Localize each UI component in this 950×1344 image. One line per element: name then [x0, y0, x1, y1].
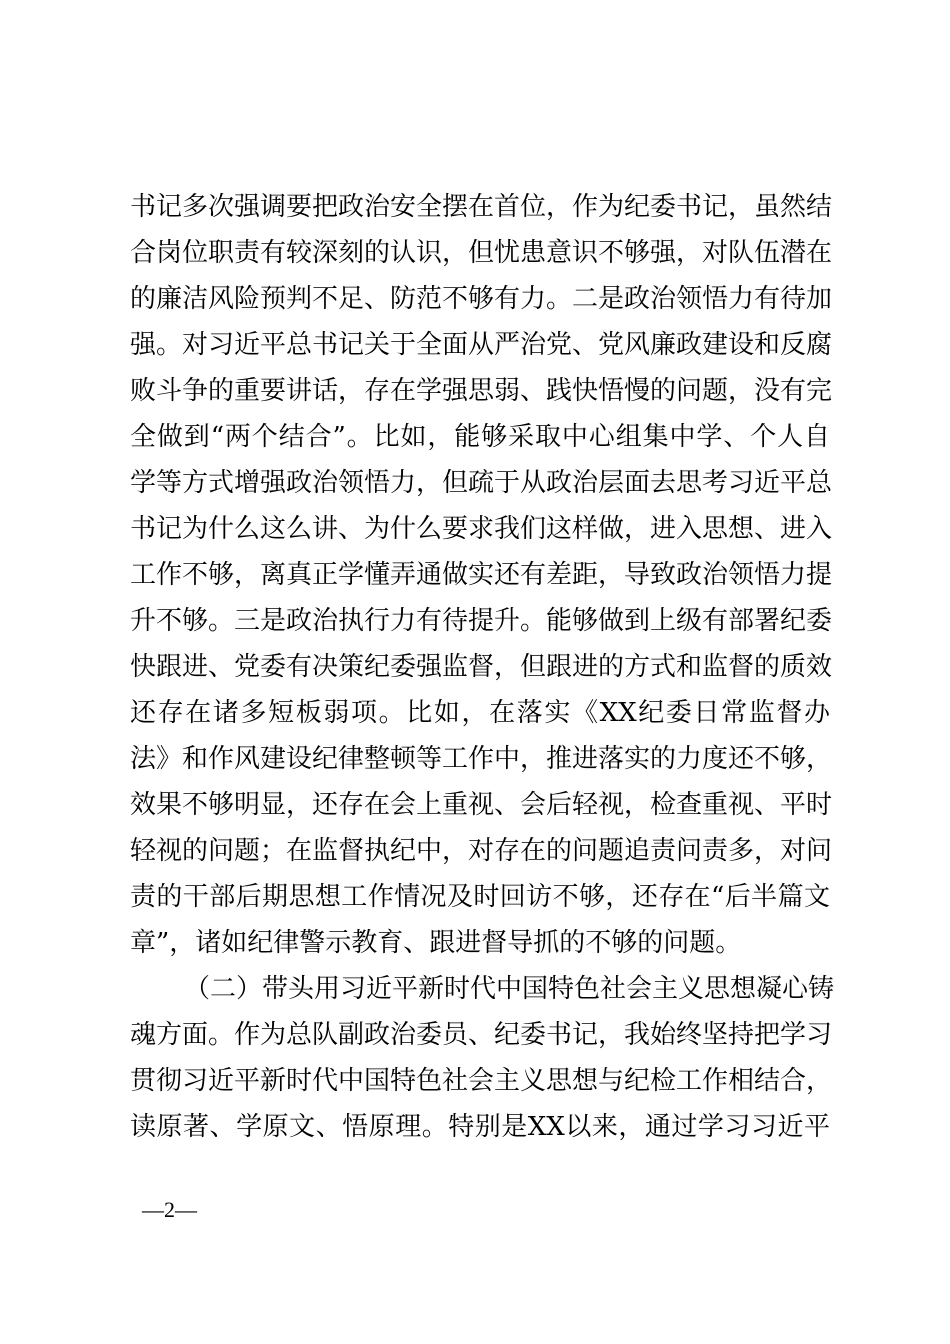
page-number: —2—	[142, 1197, 197, 1222]
body-text-line: 升不够。三是政治执行力有待提升。能够做到上级有部署纪委	[130, 606, 833, 636]
body-text-line: 魂方面。作为总队副政治委员、纪委书记，我始终坚持把学习	[130, 1020, 833, 1050]
body-text-line: 轻视的问题；在监督执纪中，对存在的问题追责问责多，对问	[130, 836, 833, 866]
body-text-line: 快跟进、党委有决策纪委强监督，但跟进的方式和监督的质效	[130, 652, 833, 682]
section-heading-line: （二）带头用习近平新时代中国特色社会主义思想凝心铸	[184, 974, 835, 1004]
body-text-line: 败斗争的重要讲话，存在学强思弱、践快悟慢的问题，没有完	[130, 376, 833, 406]
body-text-line: 还存在诸多短板弱项。比如，在落实《XX纪委日常监督办	[130, 698, 830, 728]
body-text-line: 书记为什么这么讲、为什么要求我们这样做，进入思想、进入	[130, 514, 833, 544]
body-text-line: 章”，诸如纪律警示教育、跟进督导抓的不够的问题。	[130, 928, 742, 958]
body-text-line: 工作不够，离真正学懂弄通做实还有差距，导致政治领悟力提	[130, 560, 833, 590]
body-text-line: 合岗位职责有较深刻的认识，但忧患意识不够强，对队伍潜在	[130, 238, 833, 268]
body-text-line: 全做到“两个结合”。比如，能够采取中心组集中学、个人自	[130, 422, 830, 452]
body-text-line: 责的干部后期思想工作情况及时回访不够，还存在“后半篇文	[130, 882, 830, 912]
body-text-line: 读原著、学原文、悟原理。特别是XX以来，通过学习习近平	[130, 1112, 830, 1142]
body-text-line: 法》和作风建设纪律整顿等工作中，推进落实的力度还不够，	[130, 744, 833, 774]
body-text-line: 学等方式增强政治领悟力，但疏于从政治层面去思考习近平总	[130, 468, 833, 498]
body-text-line: 的廉洁风险预判不足、防范不够有力。二是政治领悟力有待加	[130, 284, 833, 314]
body-text-line: 书记多次强调要把政治安全摆在首位，作为纪委书记，虽然结	[130, 192, 833, 222]
body-text-line: 贯彻习近平新时代中国特色社会主义思想与纪检工作相结合，	[130, 1066, 833, 1096]
body-text-line: 强。对习近平总书记关于全面从严治党、党风廉政建设和反腐	[130, 330, 833, 360]
body-text-line: 效果不够明显，还存在会上重视、会后轻视，检查重视、平时	[130, 790, 833, 820]
